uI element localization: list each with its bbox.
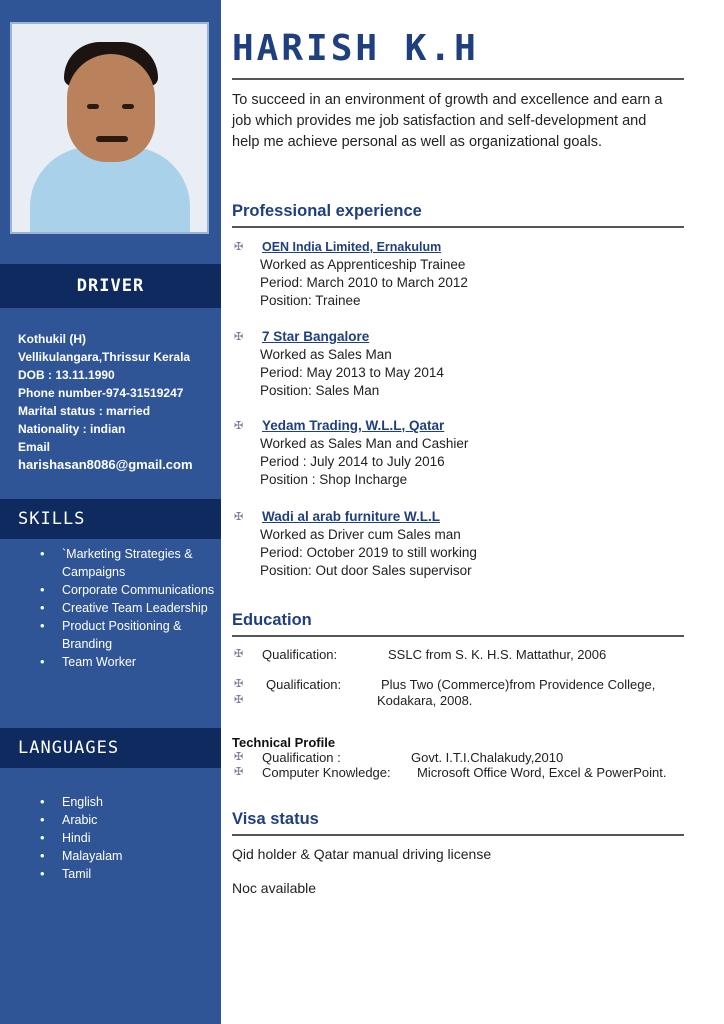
list-item: • Tamil [38,865,216,883]
personal-details [18,330,218,474]
email-label: Email [18,440,51,454]
languages-list [38,793,216,883]
role-band: DRIVER [0,264,221,308]
list-item: • Hindi [38,829,216,847]
phone: Phone number-974-31519247 [18,386,184,400]
address-line-2: Vellikulangara,Thrissur Kerala [18,350,191,364]
job-line: Worked as Driver cum Sales man [260,527,461,542]
divider [232,226,684,228]
education-heading: Education [232,611,312,629]
technical-value: Microsoft Office Word, Excel & PowerPoint. [417,765,667,780]
job-line: Period: October 2019 to still working [260,545,477,560]
technical-value: Govt. I.T.I.Chalakudy,2010 [411,750,564,765]
objective: To succeed in an environment of growth and excellence and earn a job which provides me job satisfaction and self-development and help me achieve personal as well as organizational goals. [232,92,663,150]
job-line: Worked as Sales Man and Cashier [260,436,469,451]
company-name: OEN India Limited, Ernakulum [262,240,442,254]
list-item: • Corporate Communications [38,581,216,599]
job-line: Period: May 2013 to May 2014 [260,365,444,380]
experience-heading: Professional experience [232,202,422,220]
job-line: Period : July 2014 to July 2016 [260,454,445,469]
profile-photo [10,22,209,234]
list-item: • Team Worker [38,653,216,671]
divider [232,635,684,637]
job-line: Position: Sales Man [260,383,380,398]
qualification-value-cont: Kodakara, 2008. [377,693,473,708]
languages-heading: LANGUAGES [0,728,221,768]
diamond-bullet-icon: ✠ [234,420,244,432]
diamond-bullet-icon: ✠ [234,678,244,690]
company-name: 7 Star Bangalore [262,329,370,344]
list-item: • Product Positioning & Branding [38,617,216,653]
job-line: Position : Shop Incharge [260,472,408,487]
job-line: Period: March 2010 to March 2012 [260,275,468,290]
list-item: • English [38,793,216,811]
job-line: Worked as Sales Man [260,347,392,362]
divider [232,78,684,80]
divider [232,834,684,836]
list-item: • Creative Team Leadership [38,599,216,617]
nationality: Nationality : indian [18,422,126,436]
technical-label: Computer Knowledge: [262,765,391,780]
marital-status: Marital status : married [18,404,151,418]
diamond-bullet-icon: ✠ [234,766,244,778]
candidate-name: HARISH K.H [232,28,479,69]
visa-line: Noc available [232,880,317,896]
skills-heading: SKILLS [0,499,221,539]
job-line: Worked as Apprenticeship Trainee [260,257,466,272]
diamond-bullet-icon: ✠ [234,648,244,660]
list-item: • `Marketing Strategies & Campaigns [38,545,216,581]
company-name: Yedam Trading, W.L.L, Qatar [262,418,445,433]
qualification-value: Plus Two (Commerce)from Providence College, [381,677,656,692]
diamond-bullet-icon: ✠ [234,241,244,253]
diamond-bullet-icon: ✠ [234,331,244,343]
visa-heading: Visa status [232,810,319,828]
qualification-label: Qualification: [262,647,338,662]
company-name: Wadi al arab furniture W.L.L [262,509,441,524]
skills-list [38,545,216,671]
visa-line: Qid holder & Qatar manual driving license [232,846,492,862]
address-line-1: Kothukil (H) [18,332,86,346]
job-line: Position: Out door Sales supervisor [260,563,472,578]
list-item: • Arabic [38,811,216,829]
technical-profile-heading: Technical Profile [232,735,336,750]
diamond-bullet-icon: ✠ [234,694,244,706]
list-item: • Malayalam [38,847,216,865]
diamond-bullet-icon: ✠ [234,751,244,763]
qualification-value: SSLC from S. K. H.S. Mattathur, 2006 [388,647,607,662]
diamond-bullet-icon: ✠ [234,511,244,523]
job-line: Position: Trainee [260,293,361,308]
dob: DOB : 13.11.1990 [18,368,115,382]
sidebar [0,0,221,1024]
technical-label: Qualification : [262,750,341,765]
email-address[interactable]: harishasan8086@gmail.com [18,457,193,472]
qualification-label: Qualification: [266,677,342,692]
